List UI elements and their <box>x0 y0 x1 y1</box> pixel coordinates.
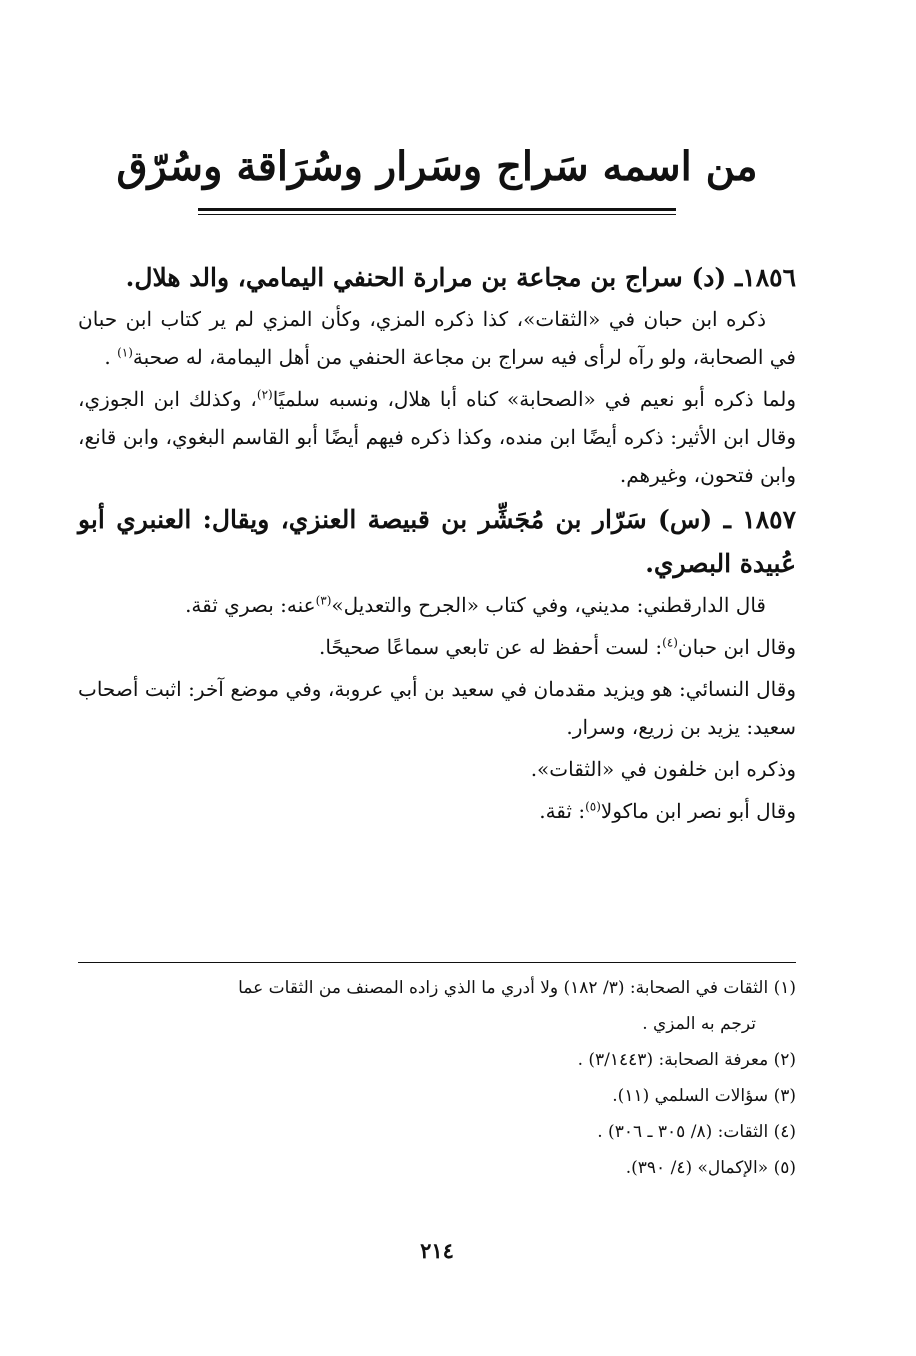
paragraph-text: وذكره ابن خلفون في «الثقات». <box>530 757 796 781</box>
entry-paragraph <box>78 628 796 666</box>
entry-paragraph <box>78 750 796 788</box>
paragraph-text: وقال أبو نصر ابن ماكولا <box>600 799 796 823</box>
document-page <box>78 0 796 1356</box>
footnote-separator <box>78 962 796 963</box>
footnote-item <box>78 1150 796 1186</box>
footnote-ref[interactable]: (٥) <box>585 799 601 814</box>
entry-paragraph <box>78 792 796 830</box>
entry-paragraph <box>78 300 796 376</box>
paragraph-text: قال الدارقطني: مديني، وفي كتاب «الجرح والتعديل» <box>331 593 766 617</box>
chapter-title: من اسمه سَراج وسَرار وسُرَاقة وسُرّق <box>116 143 758 190</box>
paragraph-text-tail: عنه: بصري ثقة. <box>185 593 316 617</box>
footnote-ref[interactable]: (١) <box>117 345 133 360</box>
footnote-text-continued: ترجم به المزي . <box>642 1014 756 1034</box>
footnote-item <box>78 1078 796 1114</box>
paragraph-text: وقال ابن حبان <box>677 635 796 659</box>
footnote-item <box>78 1042 796 1078</box>
footnote-ref[interactable]: (٤) <box>662 635 678 650</box>
paragraph-text-tail: : لست أحفظ له عن تابعي سماعًا صحيحًا. <box>318 635 663 659</box>
footnote-text: (١) الثقات في الصحابة: (٣/ ١٨٢) ولا أدري ما الذي زاده المصنف من الثقات عما <box>238 978 796 998</box>
footnote-text: (٢) معرفة الصحابة: (٣/١٤٤٣) . <box>577 1050 796 1070</box>
footnote-ref[interactable]: (٣) <box>315 593 332 608</box>
title-underline <box>198 208 676 211</box>
paragraph-text: ذكره ابن حبان في «الثقات»، كذا ذكره المزي، وكأن المزي لم ير كتاب ابن حبان في الصحابة، ولو رآه لرأى فيه سراج بن مجاعة الحنفي من أهل اليمامة، له صحبة <box>78 307 796 369</box>
footnote-text: (٥) «الإكمال» (٤/ ٣٩٠). <box>625 1158 796 1178</box>
footnote-ref[interactable]: (٢) <box>256 387 273 402</box>
page-number: ٢١٤ <box>420 1238 454 1263</box>
entry-heading-1856: ١٨٥٦ـ (د) سراج بن مجاعة بن مرارة الحنفي اليمامي، والد هلال. <box>125 263 796 292</box>
entry-heading-1857: ١٨٥٧ ـ (س) سَرّار بن مُجَشِّر بن قبيصة العنزي، ويقال: العنبري أبو عُبيدة البصري. <box>78 505 796 578</box>
footnote-text: (٤) الثقات: (٨/ ٣٠٥ ـ ٣٠٦) . <box>597 1122 796 1142</box>
title-underline-thin <box>198 214 676 215</box>
paragraph-text-tail: . <box>104 345 118 369</box>
entry-paragraph <box>78 586 796 624</box>
footnote-item <box>78 970 796 1042</box>
paragraph-text: ولما ذكره أبو نعيم في «الصحابة» كناه أبا هلال، ونسبه سلميًا <box>272 387 797 411</box>
footnote-item <box>78 1114 796 1150</box>
entry-paragraph <box>78 670 796 746</box>
entry-paragraph <box>78 380 796 494</box>
paragraph-text-tail: ، وكذلك ابن الجوزي، وقال ابن الأثير: ذكره أيضًا ابن منده، وكذا ذكره فيهم أيضًا أبو القاسم البغوي، وابن قانع، وابن فتحون، وغيرهم. <box>78 387 796 487</box>
footnote-text: (٣) سؤالات السلمي (١١). <box>612 1086 796 1106</box>
footnotes-list <box>78 970 796 1186</box>
paragraph-text-tail: : ثقة. <box>539 799 586 823</box>
paragraph-text: وقال النسائي: هو ويزيد مقدمان في سعيد بن أبي عروبة، وفي موضع آخر: اثبت أصحاب سعيد: يزيد بن زريع، وسرار. <box>78 677 796 739</box>
body-text <box>78 256 796 834</box>
